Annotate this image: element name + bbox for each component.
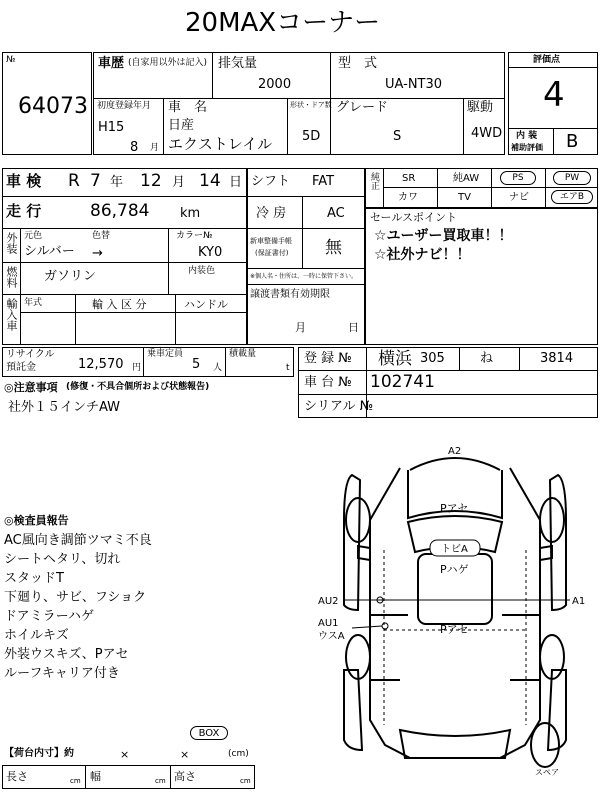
cargo-width-cm: cm bbox=[155, 777, 166, 785]
registration-kana: ね bbox=[480, 351, 494, 366]
shift-value: FAT bbox=[312, 174, 335, 189]
exterior-color: シルバー bbox=[24, 244, 75, 259]
registration-number: 3814 bbox=[540, 351, 574, 366]
mileage-value: 86,784 bbox=[90, 201, 150, 221]
wheel-spare bbox=[531, 723, 559, 767]
grade-label: グレード bbox=[336, 100, 389, 115]
label-front: A2 bbox=[448, 446, 462, 457]
car-name-label: 車 名 bbox=[168, 100, 208, 115]
tailgate bbox=[400, 730, 510, 758]
import-category-label: 輸 入 区 分 bbox=[92, 298, 147, 311]
transfer-month-unit: 月 bbox=[295, 321, 306, 334]
cargo-length-cm: cm bbox=[70, 777, 81, 785]
notes-value: 社外１５インチAW bbox=[8, 400, 121, 415]
cargo-grid bbox=[2, 765, 255, 789]
equipment-alloy: 純AW bbox=[453, 173, 480, 184]
serial-label: シリアル № bbox=[304, 399, 374, 414]
cargo-length-label: 長さ bbox=[6, 770, 28, 783]
inspector-line: AC風向き調節ツマミ不良 bbox=[4, 533, 152, 548]
car-maker: 日産 bbox=[168, 118, 195, 133]
exterior-arrow: → bbox=[92, 246, 103, 261]
sales-point-line-2: ☆社外ナビ！！ bbox=[374, 247, 471, 263]
inspector-line: スタッドT bbox=[4, 571, 64, 586]
cargo-times-2: × bbox=[180, 748, 190, 761]
manual-value: 無 bbox=[325, 238, 342, 258]
label-hood: Pアセ bbox=[440, 502, 469, 515]
equipment-ps: PS bbox=[500, 171, 536, 185]
transfer-day-unit: 日 bbox=[348, 321, 359, 334]
notes-sub: (修復・不具合個所および状態報告) bbox=[66, 382, 210, 392]
capacity-value: 5 bbox=[192, 357, 201, 372]
registration-class: 305 bbox=[420, 351, 445, 366]
inspection-year-unit: 年 bbox=[110, 175, 124, 190]
label-roof-mid: Pハゲ bbox=[440, 563, 469, 576]
registration-label: 登 録 № bbox=[304, 351, 352, 366]
lot-number: 64073 bbox=[18, 94, 88, 119]
recycle-value: 12,570 bbox=[78, 357, 124, 372]
recycle-label-2: 預託金 bbox=[6, 362, 36, 373]
doors-value: 5D bbox=[302, 129, 321, 144]
car-damage-diagram bbox=[300, 440, 600, 790]
inspector-line: ホイルキズ bbox=[4, 628, 69, 643]
interior-value: B bbox=[566, 131, 579, 152]
interior-label-1: 内 装 bbox=[516, 131, 538, 141]
equipment-side-label: 純正 bbox=[369, 172, 379, 190]
equipment-sr: SR bbox=[402, 173, 416, 184]
exterior-side-label: 外装 bbox=[5, 232, 18, 254]
wheel-fr bbox=[540, 498, 564, 542]
aircon-label: 冷 房 bbox=[256, 206, 287, 221]
right-rear-panel bbox=[548, 670, 566, 750]
equipment-pw: PW bbox=[553, 171, 591, 185]
inspector-label: ◎検査員報告 bbox=[4, 514, 69, 527]
inspector-lines bbox=[4, 529, 152, 681]
import-year-label: 年式 bbox=[24, 298, 43, 308]
model-type-value: UA-NT30 bbox=[385, 77, 443, 92]
label-left-a: ウスA bbox=[318, 631, 345, 642]
manual-note: ※個人名・住所は、一時に保管下さい。 bbox=[250, 273, 358, 280]
fuel-value: ガソリン bbox=[44, 269, 97, 284]
equipment-airbag: エアB bbox=[551, 190, 593, 204]
capacity-label: 乗車定員 bbox=[147, 349, 184, 359]
cargo-width-label: 幅 bbox=[90, 770, 101, 783]
first-reg-label: 初度登録年月 bbox=[97, 101, 152, 111]
chassis-value: 102741 bbox=[370, 372, 435, 392]
au1-leader bbox=[352, 626, 382, 628]
grade-value: S bbox=[393, 129, 402, 144]
inspector-line: シートヘタリ、切れ bbox=[4, 552, 121, 567]
history-label: 車歴 bbox=[98, 56, 125, 71]
inspection-month: 12 bbox=[140, 171, 162, 191]
recycle-unit: 円 bbox=[132, 363, 142, 373]
sales-point-line-1: ☆ユーザー買取車！！ bbox=[374, 228, 513, 244]
equipment-navi: ナビ bbox=[509, 192, 529, 203]
wheel-fl bbox=[346, 498, 370, 542]
car-name: エクストレイル bbox=[168, 135, 273, 153]
lot-label: № bbox=[6, 55, 16, 65]
cargo-unit: (cm) bbox=[228, 749, 249, 759]
label-roof-front: トビA bbox=[441, 544, 468, 555]
label-spare: スペア bbox=[535, 768, 559, 777]
model-type-label: 型 式 bbox=[338, 56, 378, 71]
cargo-height-cm: cm bbox=[240, 777, 251, 785]
color-no-label: カラー№ bbox=[176, 231, 213, 241]
inspection-day: 14 bbox=[199, 171, 221, 191]
label-left-au2: AU2 bbox=[318, 596, 339, 607]
label-left-au1: AU1 bbox=[318, 618, 339, 629]
sales-point-label: セールスポイント bbox=[370, 211, 458, 224]
inspector-line: ドアミラーハゲ bbox=[4, 609, 94, 624]
manual-label-2: (保証書付) bbox=[255, 249, 289, 257]
drive-label: 駆動 bbox=[467, 100, 494, 115]
registration-area: 横浜 bbox=[378, 349, 412, 369]
cargo-height-label: 高さ bbox=[174, 770, 196, 783]
inspection-label: 車 検 bbox=[6, 172, 42, 190]
cargo-times-1: × bbox=[120, 748, 130, 761]
displacement-value: 2000 bbox=[258, 77, 292, 92]
score-label: 評価点 bbox=[533, 55, 561, 65]
shift-label: シフト bbox=[251, 174, 291, 189]
au1-marker bbox=[382, 623, 388, 629]
manual-label-1: 新車整備手帳 bbox=[250, 237, 292, 245]
box-badge: BOX bbox=[190, 726, 228, 740]
inspector-line: 下廻り、サビ、フショク bbox=[4, 590, 147, 605]
import-side-label: 輸入車 bbox=[5, 298, 18, 331]
chassis-label: 車 台 № bbox=[304, 375, 352, 390]
inspector-line: 外装ウスキズ、Pアセ bbox=[4, 647, 129, 662]
exterior-color-change-label: 色替 bbox=[92, 231, 111, 241]
displacement-label: 排気量 bbox=[218, 56, 258, 71]
load-label: 積載量 bbox=[229, 349, 257, 359]
score-value: 4 bbox=[543, 75, 565, 115]
load-unit: t bbox=[286, 363, 290, 373]
doors-label: 形状・ドア数 bbox=[290, 101, 332, 109]
inspection-era: R bbox=[68, 171, 80, 191]
fuel-label: 燃料 bbox=[5, 266, 18, 288]
inspector-line: ルーフキャリア付き bbox=[4, 666, 120, 681]
front-bumper bbox=[410, 458, 500, 470]
notes-label: ◎注意事項 bbox=[4, 381, 58, 394]
first-reg-month-unit: 月 bbox=[150, 143, 160, 153]
first-reg-month: 8 bbox=[130, 140, 139, 155]
inspection-month-unit: 月 bbox=[172, 175, 186, 190]
interior-label-2: 補助評価 bbox=[511, 143, 543, 152]
color-no: KY0 bbox=[198, 245, 223, 260]
aircon-value: AC bbox=[327, 206, 345, 221]
inspection-year: 7 bbox=[90, 171, 101, 191]
door-line-right bbox=[502, 615, 540, 680]
capacity-unit: 人 bbox=[213, 363, 223, 373]
left-rear-panel bbox=[344, 670, 362, 750]
history-note: (自家用以外は記入) bbox=[128, 58, 208, 68]
door-line-left bbox=[370, 615, 408, 680]
cargo-label: 【荷台内寸】約 bbox=[4, 748, 74, 759]
drive-value: 4WD bbox=[471, 126, 503, 141]
equipment-leather: カワ bbox=[398, 192, 418, 203]
import-handle-label: ハンドル bbox=[184, 298, 228, 311]
equipment-tv: TV bbox=[458, 192, 471, 203]
exterior-color-label: 元色 bbox=[24, 231, 43, 241]
inspection-day-unit: 日 bbox=[229, 175, 243, 190]
label-roof-rear: Pアセ bbox=[440, 623, 469, 636]
first-reg-era: H15 bbox=[98, 120, 125, 135]
mileage-label: 走 行 bbox=[6, 202, 42, 220]
transfer-label: 譲渡書類有効期限 bbox=[250, 289, 330, 300]
mileage-unit: km bbox=[180, 206, 201, 221]
label-right-a1: A1 bbox=[572, 596, 586, 607]
recycle-label-1: リサイクル bbox=[6, 349, 55, 360]
page-title: 20MAXコーナー bbox=[185, 8, 381, 38]
interior-color-label: 内装色 bbox=[188, 266, 216, 276]
